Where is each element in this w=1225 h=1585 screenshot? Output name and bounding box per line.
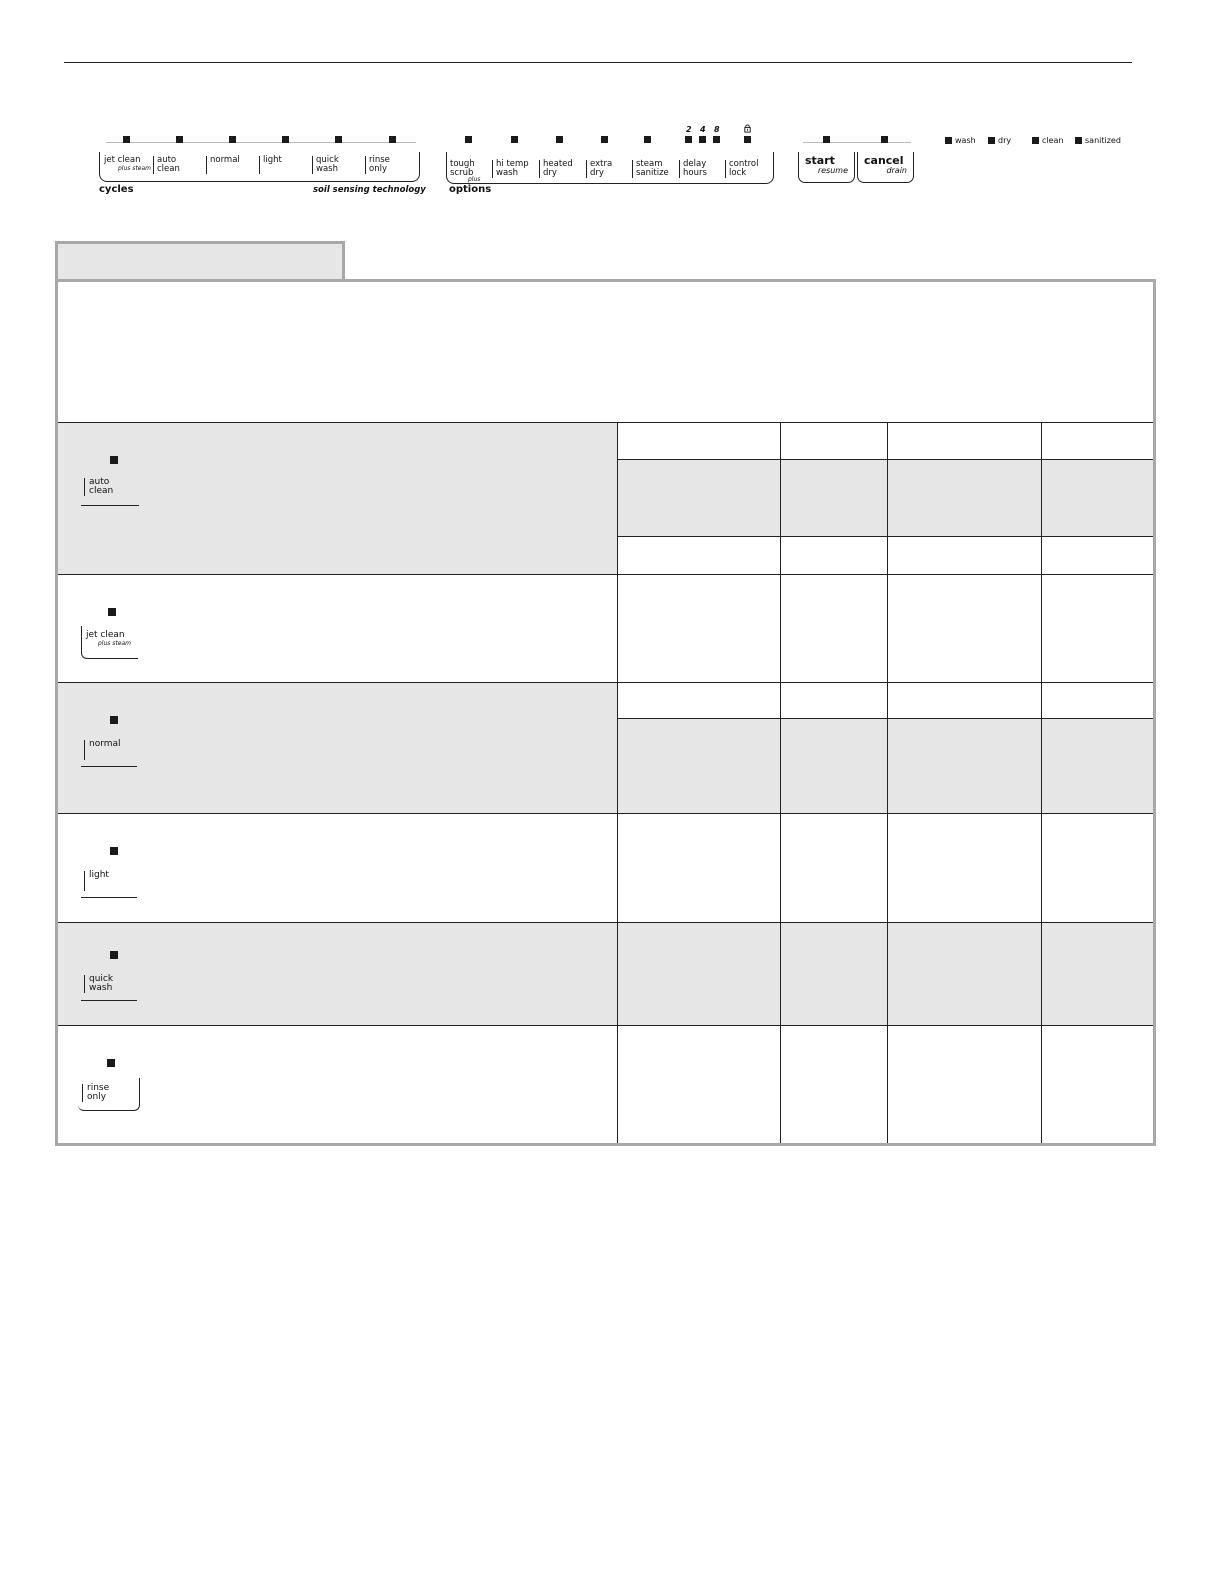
table-row-light — [58, 813, 1153, 922]
cycle-button-label: rinse — [369, 155, 390, 165]
option-button-label: dry — [590, 168, 604, 178]
option-button-label: dry — [543, 168, 557, 178]
option-button-label: wash — [496, 168, 518, 178]
option-button-control-lock[interactable] — [725, 160, 758, 178]
cycle-led-normal — [229, 136, 236, 143]
option-button-label: tough — [450, 159, 475, 169]
cycle-key-label: rinse — [87, 1083, 110, 1093]
start-cancel-guide-line — [803, 142, 911, 143]
cancel-button-label: cancel — [864, 154, 904, 167]
row-divider — [617, 536, 1153, 537]
delay-led-2 — [685, 136, 692, 143]
option-button-label: lock — [729, 168, 747, 178]
option-led-steam-sanitize — [644, 136, 651, 143]
cycle-key-label: jet clean — [86, 630, 125, 640]
option-button-extra-dry[interactable] — [586, 160, 612, 178]
option-button-label: hi temp — [496, 159, 529, 169]
drain-button-label: drain — [886, 166, 907, 175]
status-led — [988, 137, 995, 144]
cycles-guide-line — [106, 142, 416, 143]
cycle-led-auto-clean — [176, 136, 183, 143]
status-indicator-sanitized — [1075, 136, 1121, 145]
status-label: sanitized — [1085, 136, 1121, 145]
cycle-button-label: jet clean — [104, 155, 141, 165]
status-indicator-dry — [988, 136, 1011, 145]
option-button-label: hours — [683, 168, 707, 178]
cycle-key-normal — [84, 740, 121, 760]
table-cell-block — [618, 683, 1153, 718]
cycle-key-rinse-only — [82, 1084, 109, 1102]
option-button-label: steam — [636, 159, 663, 169]
cycle-key-quick-wash — [84, 975, 113, 993]
status-indicator-wash — [945, 136, 976, 145]
table-row-jet-clean — [58, 574, 1153, 682]
table-cell-block — [618, 537, 1153, 574]
option-button-label: heated — [543, 159, 573, 169]
column-divider — [887, 422, 888, 1143]
option-button-steam-sanitize[interactable] — [632, 160, 669, 178]
option-button-label: extra — [590, 159, 613, 169]
status-label: dry — [998, 136, 1012, 145]
cycle-key-underline — [81, 897, 137, 898]
cycle-key-label: clean — [89, 486, 114, 496]
option-led-hi-temp-wash — [511, 136, 518, 143]
delay-led-4 — [699, 136, 706, 143]
column-divider — [617, 422, 618, 1143]
option-button-label: delay — [683, 159, 707, 169]
lock-icon — [743, 124, 752, 133]
cycle-button-label: light — [263, 155, 282, 165]
table-cell-block — [618, 423, 1153, 459]
cycle-key-label: auto — [89, 477, 110, 487]
cycle-button-auto-clean[interactable] — [153, 156, 180, 174]
cycle-key-underline — [81, 766, 137, 767]
cycle-button-normal[interactable] — [206, 156, 240, 174]
cycle-indicator-led — [110, 716, 118, 724]
cycle-led-rinse-only — [389, 136, 396, 143]
cycle-key-underline — [81, 505, 139, 506]
status-led — [1032, 137, 1039, 144]
cycle-button-rinse-only[interactable] — [365, 156, 390, 174]
column-divider — [1041, 422, 1042, 1143]
cycle-indicator-led — [110, 456, 118, 464]
option-led-heated-dry — [556, 136, 563, 143]
option-button-delay-hours[interactable] — [679, 160, 707, 178]
option-button-label: scrub — [450, 168, 474, 178]
cycle-led-jet-clean — [123, 136, 130, 143]
row-divider — [617, 718, 1153, 719]
status-label: wash — [955, 136, 976, 145]
option-button-label: sanitize — [636, 168, 669, 178]
option-led-tough-scrub — [465, 136, 472, 143]
cancel-led — [881, 136, 888, 143]
cycle-key-light — [84, 871, 109, 891]
resume-button-label: resume — [817, 166, 848, 175]
cycle-indicator-led — [108, 608, 116, 616]
cycle-button-label: only — [369, 164, 387, 174]
cycle-key-label: quick — [89, 974, 114, 984]
cycle-key-auto-clean — [84, 478, 113, 496]
cycle-button-light[interactable] — [259, 156, 282, 174]
row-divider — [617, 459, 1153, 460]
start-resume-button[interactable] — [798, 152, 855, 183]
cycle-button-label: clean — [157, 164, 180, 174]
status-led — [1075, 137, 1082, 144]
status-led — [945, 137, 952, 144]
cycle-indicator-led — [107, 1059, 115, 1067]
table-row-quick-wash — [58, 922, 1153, 1025]
cycle-key-label: light — [89, 870, 109, 880]
option-button-sublabel: plus — [468, 176, 481, 183]
cycle-button-jet-clean[interactable] — [101, 156, 151, 172]
cycle-led-quick-wash — [335, 136, 342, 143]
status-label: clean — [1042, 136, 1064, 145]
cycle-key-underline — [81, 1000, 137, 1001]
options-title: options — [449, 184, 492, 195]
cycle-button-label: quick — [316, 155, 339, 165]
cycle-key-label: normal — [89, 739, 121, 749]
table-tab — [55, 241, 345, 281]
delay-digit: 2 — [686, 125, 692, 134]
option-led-control-lock — [744, 136, 751, 143]
start-button-label: start — [805, 154, 835, 167]
cycles-caption: soil sensing technology — [313, 185, 426, 195]
top-rule — [64, 62, 1132, 63]
cancel-drain-button[interactable] — [857, 152, 914, 183]
delay-led-8 — [713, 136, 720, 143]
cycle-key-jet-clean — [82, 631, 131, 647]
option-button-hi-temp-wash[interactable] — [492, 160, 529, 178]
start-led — [823, 136, 830, 143]
cycle-indicator-led — [110, 951, 118, 959]
delay-digit: 8 — [714, 125, 720, 134]
status-indicator-clean — [1032, 136, 1064, 145]
cycle-button-label: wash — [316, 164, 338, 174]
cycle-indicator-led — [110, 847, 118, 855]
cycle-button-label: normal — [210, 155, 240, 165]
option-button-label: control — [729, 159, 759, 169]
delay-digit: 4 — [700, 125, 706, 134]
option-button-heated-dry[interactable] — [539, 160, 573, 178]
cycle-button-quick-wash[interactable] — [312, 156, 339, 174]
cycle-button-sublabel: plus steam — [118, 165, 152, 172]
option-button-tough-scrub[interactable] — [447, 160, 480, 183]
cycle-button-label: auto — [157, 155, 177, 165]
cycle-led-light — [282, 136, 289, 143]
option-led-extra-dry — [601, 136, 608, 143]
column-divider — [780, 422, 781, 1143]
cycle-key-sublabel: plus steam — [98, 640, 132, 647]
cycle-key-label: wash — [89, 983, 113, 993]
cycle-key-label: only — [87, 1092, 107, 1102]
cycles-title: cycles — [99, 184, 134, 195]
table-row-rinse-only — [58, 1025, 1153, 1143]
